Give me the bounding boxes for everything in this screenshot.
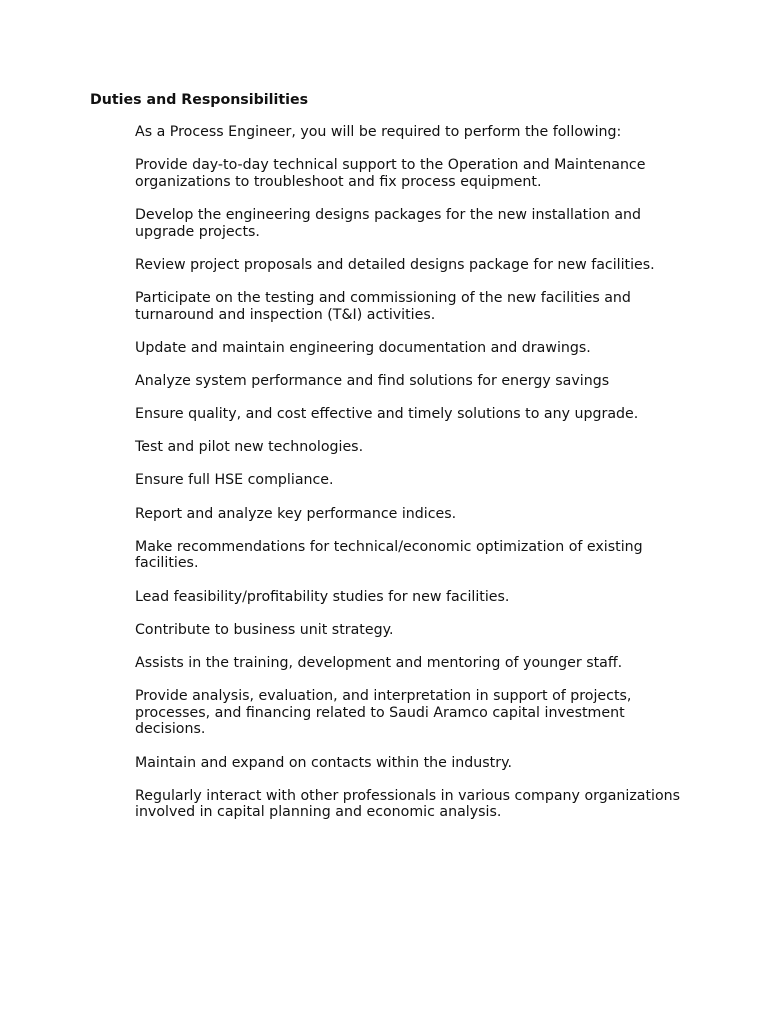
duty-item: Regularly interact with other professionals in various company organizations involved in capital planning and economic analysis. xyxy=(135,787,681,821)
duty-item: Assists in the training, development and mentoring of younger staff. xyxy=(135,655,623,671)
duty-item: Develop the engineering designs packages for the new installation and upgrade projects. xyxy=(135,206,642,240)
duty-item: Test and pilot new technologies. xyxy=(135,439,364,456)
duty-item: Maintain and expand on contacts within the industry. xyxy=(135,754,512,771)
duty-item: Review project proposals and detailed designs package for new facilities. xyxy=(135,256,655,273)
section-heading: Duties and Responsibilities xyxy=(90,92,309,108)
duty-item: Provide analysis, evaluation, and interpretation in support of projects, processes, and financing related to Saudi Aramco capital investment decisions. xyxy=(135,688,632,738)
duty-item: Report and analyze key performance indices. xyxy=(135,505,457,522)
duties-body xyxy=(135,124,695,838)
duty-item: Participate on the testing and commissioning of the new facilities and turnaround and inspection (T&I) activities. xyxy=(135,289,631,323)
duty-item: Lead feasibility/profitability studies for new facilities. xyxy=(135,588,510,605)
duty-item: Ensure quality, and cost effective and timely solutions to any upgrade. xyxy=(135,406,639,423)
duty-item: Contribute to business unit strategy. xyxy=(135,621,394,638)
duty-item: Update and maintain engineering documentation and drawings. xyxy=(135,339,591,356)
duty-item: Analyze system performance and find solutions for energy savings xyxy=(135,372,610,389)
duty-item: Make recommendations for technical/economic optimization of existing facilities. xyxy=(135,538,643,572)
duty-item: Ensure full HSE compliance. xyxy=(135,472,334,489)
intro-paragraph: As a Process Engineer, you will be required to perform the following: xyxy=(135,124,622,140)
duty-item: Provide day-to-day technical support to the Operation and Maintenance organizations to troubleshoot and fix process equipment. xyxy=(135,157,646,190)
